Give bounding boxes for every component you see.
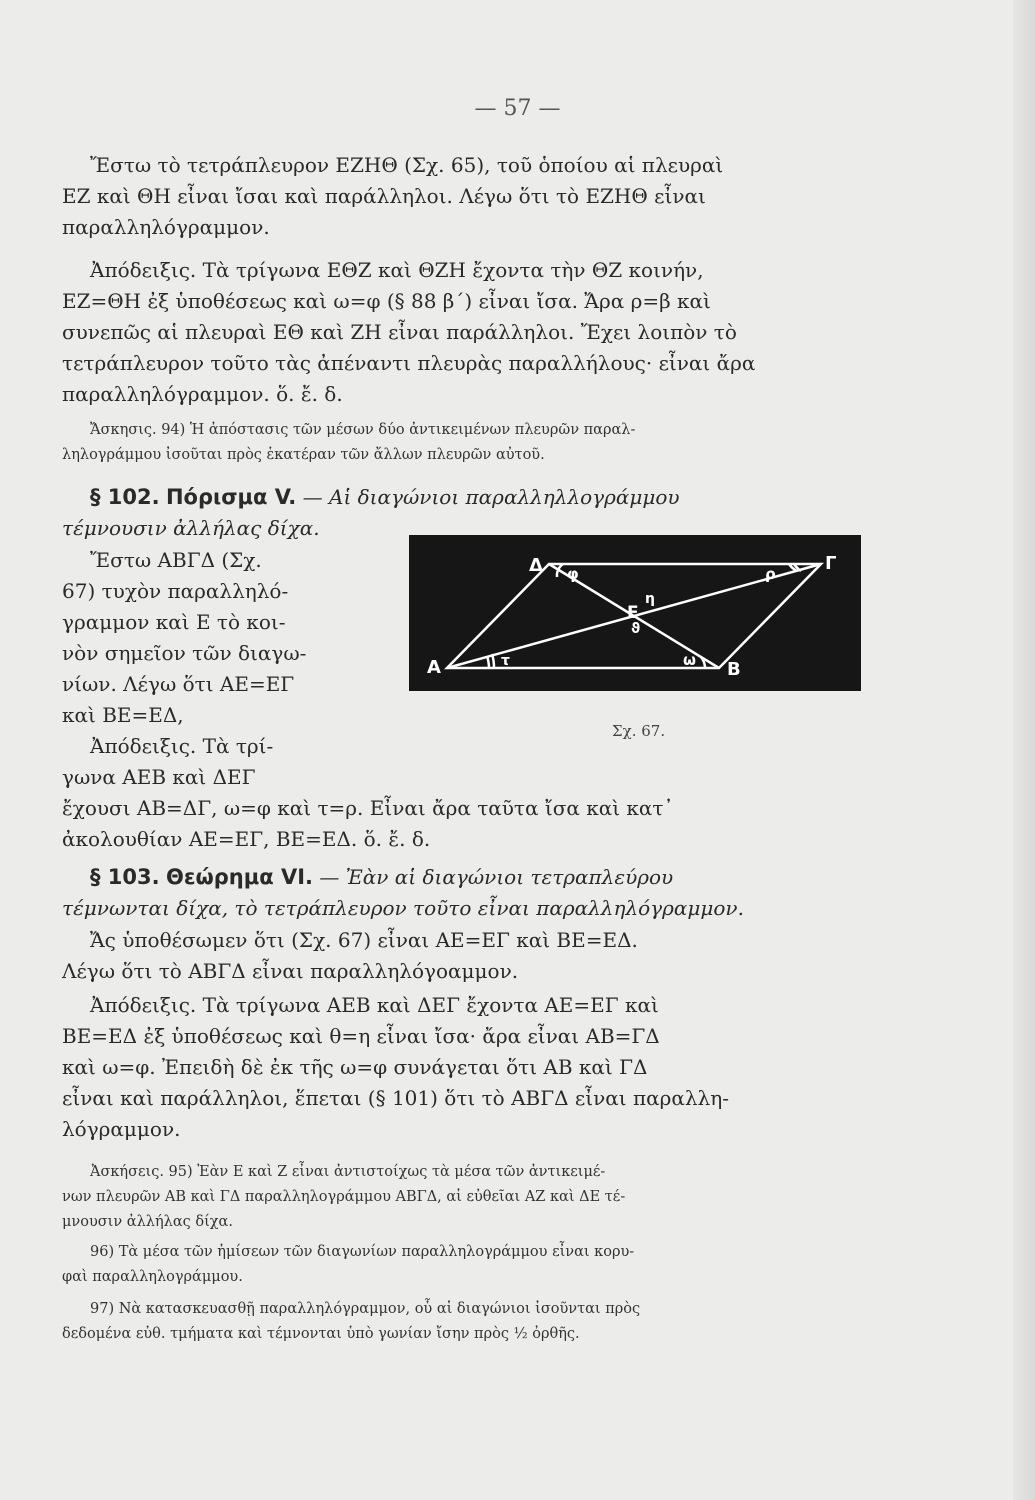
label-theta: ϑ — [631, 621, 641, 637]
text-line: ἀκολουθίαν ΑΕ=ΕΓ, ΒΕ=ΕΔ. ὅ. ἔ. δ. — [62, 827, 431, 851]
section-number: § 102. — [90, 485, 160, 509]
section-statement: τέμνωνται δίχα, τὸ τετράπλευρον τοῦτο εἶναι παραλληλόγραμμον. — [62, 896, 744, 920]
text-line: ΕΖ=ΘΗ ἐξ ὑποθέσεως καὶ ω=φ (§ 88 β΄) εἶναι ἴσα. Ἄρα ρ=β καὶ — [62, 289, 711, 313]
text-line: παραλληλόγραμμον. ὅ. ἔ. δ. — [62, 382, 343, 406]
text-line: Ἀσκήσεις. 95) Ἐὰν Ε καὶ Ζ εἶναι ἀντιστοίχως τὰ μέσα τῶν ἀντικειμέ- — [90, 1164, 606, 1180]
intro-paragraph — [62, 150, 862, 243]
text-line: τετράπλευρον τοῦτο τὰς ἀπέναντι πλευρὰς παραλλήλους· εἶναι ἄρα — [62, 351, 756, 375]
text-line: ΒΕ=ΕΔ ἐξ ὑποθέσεως καὶ θ=η εἶναι ἴσα· ἄρα εἶναι ΑΒ=ΓΔ — [62, 1024, 660, 1048]
angle-arc-tau — [487, 656, 489, 668]
section-heading: Πόρισμα V. — [165, 485, 297, 509]
section-heading: Θεώρημα VI. — [165, 865, 313, 889]
proof-paragraph — [62, 255, 862, 410]
text-line: καὶ ΒΕ=ΕΔ, — [62, 703, 184, 727]
text-line: ΕΖ καὶ ΘΗ εἶναι ἴσαι καὶ παράλληλοι. Λέγω ὅτι τὸ ΕΖΗΘ εἶναι — [62, 184, 706, 208]
figure-67 — [409, 535, 861, 691]
text-line: παραλληλόγραμμον. — [62, 215, 270, 239]
section-statement: — Αἱ διαγώνιοι παραλληλλογράμμου — [302, 485, 680, 509]
text-line: εἶναι καὶ παράλληλοι, ἕπεται (§ 101) ὅτι τὸ ΑΒΓΔ εἶναι παραλλη- — [62, 1086, 729, 1110]
text-line: νων πλευρῶν ΑΒ καὶ ΓΔ παραλληλογράμμου ΑΒΓΔ, αἱ εὐθεῖαι ΑΖ καὶ ΔΕ τέ- — [62, 1189, 626, 1205]
exercise-96 — [62, 1240, 862, 1290]
label-a: Α — [427, 657, 441, 678]
text-line: νὸν σημεῖον τῶν διαγω- — [62, 641, 307, 665]
text-line: Ἔστω ΑΒΓΔ (Σχ. — [90, 548, 262, 572]
section-statement: — Ἐὰν αἱ διαγώνιοι τετραπλεύρου — [319, 865, 674, 889]
exercise-94 — [62, 418, 862, 468]
proof-wide-lines — [62, 793, 862, 855]
label-d: Δ — [529, 555, 543, 576]
label-g: Γ — [825, 553, 837, 574]
section-statement: τέμνουσιν ἀλλήλας δίχα. — [62, 516, 320, 540]
page-edge — [1013, 0, 1035, 1500]
label-rho: ρ — [765, 565, 776, 583]
text-line: ἔχουσι ΑΒ=ΔΓ, ω=φ καὶ τ=ρ. Εἶναι ἄρα ταῦτα ἴσα καὶ κατ᾽ — [62, 796, 674, 820]
text-line: συνεπῶς αἱ πλευραὶ ΕΘ καὶ ΖΗ εἶναι παράλληλοι. Ἔχει λοιπὸν τὸ — [62, 320, 737, 344]
text-line: 96) Τὰ μέσα τῶν ἡμίσεων τῶν διαγωνίων παραλληλογράμμου εἶναι κορυ- — [90, 1244, 635, 1260]
text-line: γωνα ΑΕΒ καὶ ΔΕΓ — [62, 765, 256, 789]
figure-caption: Σχ. 67. — [612, 722, 666, 740]
angle-arc-tau-2 — [492, 654, 494, 668]
proof-narrow-column — [62, 545, 382, 793]
text-line: φαὶ παραλληλογράμμου. — [62, 1269, 243, 1285]
proof-paragraph-103 — [62, 990, 862, 1145]
label-eta: η — [645, 591, 655, 607]
exercise-97 — [62, 1297, 862, 1347]
text-line: Ἀπόδειξις. Τὰ τρίγωνα ΕΘΖ καὶ ΘΖΗ ἔχοντα τὴν ΘΖ κοινήν, — [90, 258, 704, 282]
text-line: γραμμον καὶ Ε τὸ κοι- — [62, 610, 286, 634]
text-line: νίων. Λέγω ὅτι ΑΕ=ΕΓ — [62, 672, 295, 696]
page-number: — 57 — — [474, 96, 561, 121]
text-line: καὶ ω=φ. Ἐπειδὴ δὲ ἐκ τῆς ω=φ συνάγεται ὅτι ΑΒ καὶ ΓΔ — [62, 1055, 648, 1079]
text-line: λόγραμμον. — [62, 1117, 181, 1141]
label-e: Ε — [627, 603, 639, 623]
hypothesis-paragraph — [62, 925, 862, 987]
label-omega: ω — [683, 651, 697, 669]
text-line: Ἔστω τὸ τετράπλευρον ΕΖΗΘ (Σχ. 65), τοῦ ὁποίου αἱ πλευραὶ — [90, 153, 724, 177]
text-line: μνουσιν ἀλλήλας δίχα. — [62, 1214, 233, 1230]
exercise-95 — [62, 1160, 862, 1235]
text-line: 97) Νὰ κατασκευασθῇ παραλληλόγραμμον, οὗ αἱ διαγώνιοι ἰσοῦνται πρὸς — [90, 1301, 641, 1317]
section-number: § 103. — [90, 865, 160, 889]
text-line: Λέγω ὅτι τὸ ΑΒΓΔ εἶναι παραλληλόγοαμμον. — [62, 959, 519, 983]
text-line: δεδομένα εὐθ. τμήματα καὶ τέμνονται ὑπὸ γωνίαν ἴσην πρὸς ½ ὀρθῆς. — [62, 1326, 580, 1342]
section-103 — [62, 862, 862, 924]
label-b: Β — [727, 659, 741, 680]
text-line: ληλογράμμου ἰσοῦται πρὸς ἑκατέραν τῶν ἄλλων πλευρῶν αὐτοῦ. — [62, 447, 545, 463]
text-line: Ἀπόδειξις. Τὰ τρί- — [90, 734, 274, 758]
text-line: Ἄσκησις. 94) Ἡ ἀπόστασις τῶν μέσων δύο ἀντικειμένων πλευρῶν παραλ- — [90, 422, 636, 438]
text-line: Ἄς ὑποθέσωμεν ὅτι (Σχ. 67) εἶναι ΑΕ=ΕΓ καὶ ΒΕ=ΕΔ. — [90, 928, 638, 952]
text-line: Ἀπόδειξις. Τὰ τρίγωνα ΑΕΒ καὶ ΔΕΓ ἔχοντα ΑΕ=ΕΓ καὶ — [90, 993, 659, 1017]
text-line: 67) τυχὸν παραλληλό- — [62, 579, 289, 603]
parallelogram-diagram — [409, 535, 861, 691]
label-tau: τ — [501, 653, 510, 669]
label-phi: φ — [567, 565, 579, 583]
